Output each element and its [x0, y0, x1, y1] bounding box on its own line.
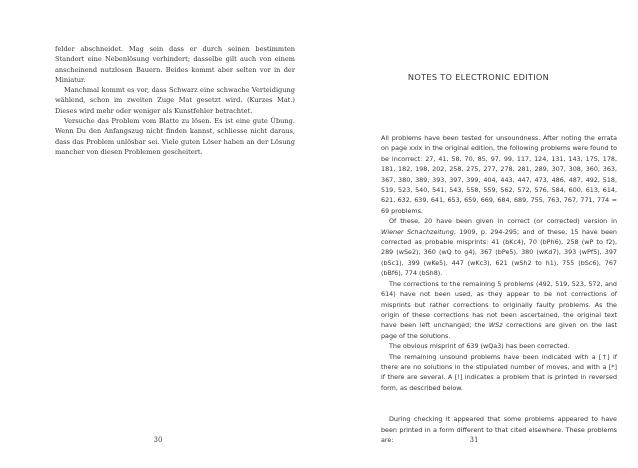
left-page-number: 30 — [153, 436, 163, 444]
notes-paragraph-1: All problems have been tested for unsoundness. After noting the errata on page xxix in the original edition, the following problems were found to be incorrect: 27, 41, 58, 70, 85, 97, 99, 117, 124, 131, 143, 175, 178, 181, 182, 198, 202, 258, 275, 277, 278, 281, 289, 307, 308, 360, 363, 367, 380, 389, 393, 397, 399, 404, 443, 447, 473, 486, 487, 492, 518, 519, 523, 540, 541, 543, 558, 559, 562, 572, 576, 584, 600, 613, 614, 621, 632, 639, 641, 653, 659, 669, 684, 689, 755, 763, 767, 771, 774 = 69 problems. — [381, 134, 617, 215]
notes-paragraph-4: The obvious misprint of 639 (wQa3) has been corrected. — [389, 342, 570, 351]
left-paragraph: Versuche das Problem vom Blatte zu lösen. Es ist eine gute Übung. Wenn Du den Anfangszug nicht finden kannst, schliesse nicht daraus, dass das Problem unlösbar sei. Viele guten Löser haben an der Lösung mancher von diesen Problemen gescheitert. — [55, 117, 295, 156]
right-page — [319, 0, 638, 468]
left-paragraph: felder abschneidet. Mag sein dass er durch seinen bestimmten Standort eine Nebenlösung verhindert; dasselbe gilt auch von einem anscheinend nutzlosen Bauern. Beides kommt aber selten vor in der Miniatur. — [55, 45, 295, 84]
notes-paragraph-2-lead: Of these, 20 have been given in correct (or corrected) version in — [389, 217, 617, 226]
notes-paragraph-6: During checking it appeared that some problems appeared to have been printed in a form different to that cited elsewhere. These problems are: — [381, 415, 617, 444]
section-heading: NOTES TO ELECTRONIC EDITION — [407, 72, 550, 82]
notes-paragraph-2-rest: , 1909, p. 294-295; and of these, 15 have been corrected as probable misprints: 41 (bKc4), 70 (bPh6), 258 (wP to f2), 289 (wSe2), 360 (wQ to g4), 367 (bPe5), 380 (wKd7), 393 (wPf5), 397 (bSc1), 399 (wKe5), 447 (wKc3), 621 (wSh2 to h1), 755 (bSc6), 767 (bBf6), 774 (bSh8). — [381, 227, 617, 278]
wsz-abbreviation: WSz — [488, 321, 503, 330]
notes-paragraph-5: The remaining unsound problems have been indicated with a [†] if there are no solutions in the stipulated number of moves, and with a [*] if there are several. A [!] indicates a problem that is printed in reversed form, as described below. — [381, 352, 617, 392]
notes-paragraph-2 — [381, 216, 617, 278]
journal-title: Wiener Schachzeitung — [381, 227, 454, 236]
left-page-body — [55, 44, 295, 157]
left-paragraph: Manchmal kommt es vor, dass Schwarz eine schwache Verteidigung wählend, schon im zweiten Zuge Mat gesetzt wird. (Kurzes Mat.) Dieses wird mehr oder weniger als Kunstfehler betrachtet. — [55, 86, 295, 115]
notes-paragraph-3: The corrections to the remaining 5 problems (492, 519, 523, 572, and 614) have not been used, as they appear to be not corrections of misprints but rather corrections to originally faulty problems. As the origin of these corrections has not been ascertained, the original text have been left unchanged; the WSz corrections are given on the last page of the solutions. — [381, 279, 617, 340]
right-page-body — [381, 133, 617, 445]
right-page-number: 31 — [469, 436, 479, 444]
